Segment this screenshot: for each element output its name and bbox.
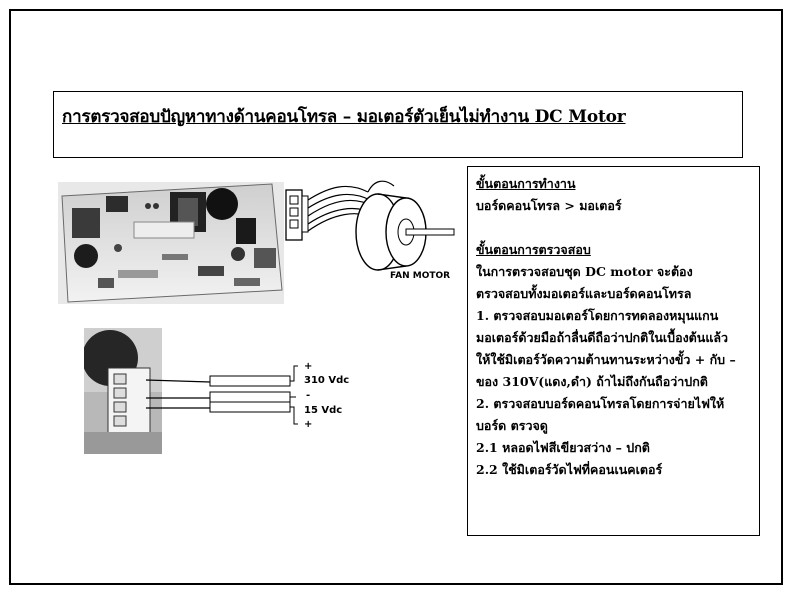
inspection-heading: ขั้นตอนการตรวจสอบ [476, 242, 591, 257]
inspection-line: ของ 310V(แดง,ดำ) ถ้าไม่ถึงกันถือว่าปกติ [476, 374, 708, 389]
title-box [53, 91, 743, 158]
inspection-line: 1. ตรวจสอบมอเตอร์โดยการทดลองหมุนแกน [476, 308, 719, 323]
inspection-line: มอเตอร์ด้วยมือถ้าลื่นดีถือว่าปกติในเบื้องต้นแล้ว [476, 330, 729, 345]
connector-plus-top: + [304, 361, 313, 372]
procedure-heading: ขั้นตอนการทำงาน [476, 176, 576, 191]
inspection-line: 2.1 หลอดไฟสีเขียวสว่าง – ปกติ [476, 440, 650, 455]
connector-310vdc-label: 310 Vdc [304, 375, 350, 386]
inspection-line: ให้ใช้มิเตอร์วัดความต้านทานระหว่างขั้ว + กับ – [476, 352, 736, 367]
connector-minus-label: - [306, 390, 311, 401]
page-title: การตรวจสอบปัญหาทางด้านคอนโทรล – มอเตอร์ตัวเย็นไม่ทำงาน DC Motor [62, 107, 626, 127]
inspection-line: ในการตรวจสอบชุด DC motor จะต้อง [476, 264, 693, 279]
inspection-line: ตรวจสอบทั้งมอเตอร์และบอร์ดคอนโทรล [476, 286, 692, 301]
inspection-line: 2.2 ใช้มิเตอร์วัดไฟที่คอนเนคเตอร์ [476, 462, 663, 477]
fan-motor-label: FAN MOTOR [390, 271, 451, 281]
instruction-box [467, 166, 760, 536]
fan-motor-image [284, 174, 464, 286]
connector-15vdc-label: 15 Vdc [304, 405, 343, 416]
connector-plus-bottom: + [304, 419, 313, 430]
connector-probe-image [84, 328, 313, 458]
procedure-text: บอร์ดคอนโทรล > มอเตอร์ [476, 198, 622, 213]
control-board-image [58, 182, 284, 304]
inspection-line: 2. ตรวจสอบบอร์ดคอนโทรลโดยการจ่ายไฟให้ [476, 396, 725, 411]
inspection-line: บอร์ด ตรวจดู [476, 418, 548, 433]
